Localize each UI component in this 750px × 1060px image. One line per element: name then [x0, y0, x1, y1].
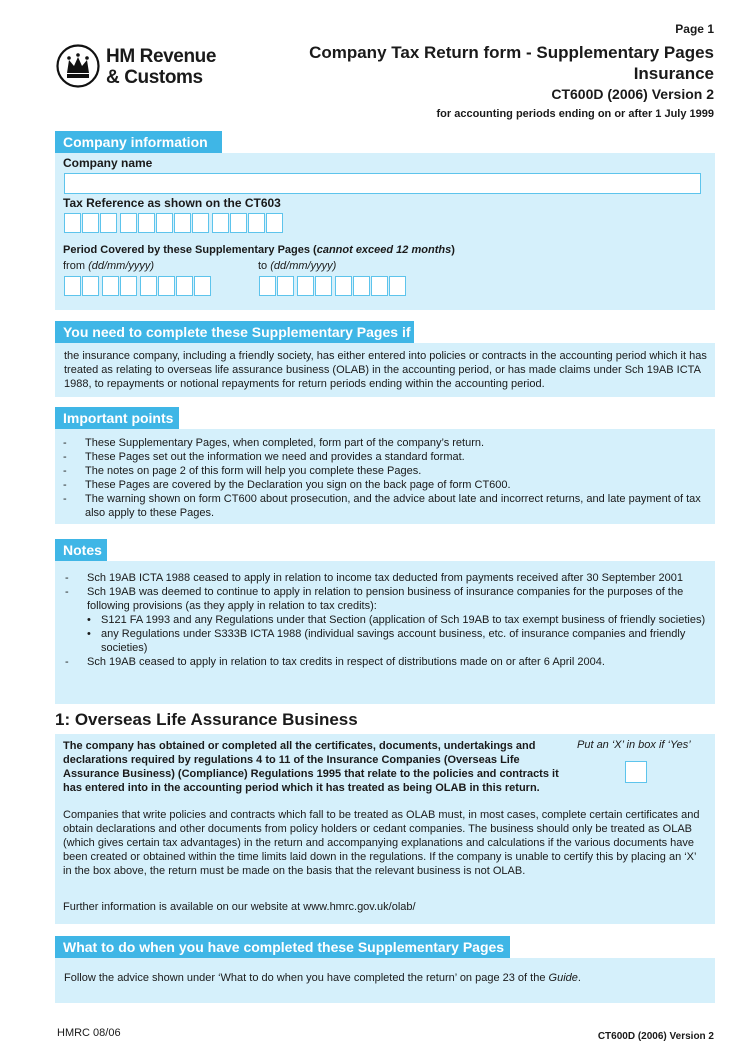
crown-icon [56, 44, 100, 88]
tax-reference-boxes[interactable] [64, 213, 284, 233]
need-to-complete-text: the insurance company, including a friendly society, has either entered into policies or contracts in the accounting period which it has treated as relating to overseas life assurance business (OLAB) in the accounting period, or has made claims under Sch 19AB ICTA 1988, to repayments or notional repayments for return periods ending within the accounting period. [64, 350, 707, 390]
list-item: • S121 FA 1993 and any Regulations under that Section (application of Sch 19AB to tax exempt business of friendly societies) [87, 614, 706, 626]
list-item: - The warning shown on form CT600 about prosecution, and the advice about late and incorrect returns, and late payment of tax also apply to these Pages. [63, 493, 701, 519]
period-note: for accounting periods ending on or after 1 July 1999 [436, 108, 714, 120]
list-item: - Sch 19AB ceased to apply in relation to tax credits in respect of distributions made on or after 6 April 2004. [65, 656, 605, 668]
date-box[interactable] [158, 276, 175, 296]
date-box[interactable] [82, 276, 99, 296]
list-item: - The notes on page 2 of this form will help you complete these Pages. [63, 465, 422, 477]
tax-reference-box[interactable] [138, 213, 155, 233]
section-heading-olab: 1: Overseas Life Assurance Business [55, 710, 358, 729]
need-to-complete-panel [55, 343, 715, 397]
tax-reference-box[interactable] [156, 213, 173, 233]
tax-reference-box[interactable] [64, 213, 81, 233]
page-number: Page 1 [675, 22, 714, 36]
tax-reference-box[interactable] [100, 213, 117, 233]
date-box[interactable] [371, 276, 388, 296]
tax-reference-box[interactable] [230, 213, 247, 233]
olab-statement: The company has obtained or completed all the certificates, documents, undertakings and declarations required by regulations 4 to 11 of the Insurance Companies (Overseas Life Assurance Business) (Compliance) Regulations 1995 that relate to the policies and contracts it has entered into in the accounting period which it has treated as being OLAB in this return. [63, 740, 559, 794]
list-item: - Sch 19AB ICTA 1988 ceased to apply in relation to income tax deducted from payments received after 30 September 2001 [65, 572, 683, 584]
notes-sub-list [87, 613, 711, 655]
tab-important-points: Important points [55, 407, 179, 429]
tax-reference-box[interactable] [120, 213, 137, 233]
important-points-list [63, 436, 711, 520]
tab-what-to-do: What to do when you have completed these Supplementary Pages [55, 936, 510, 958]
tax-reference-box[interactable] [266, 213, 283, 233]
company-information-panel [55, 153, 715, 310]
date-box[interactable] [353, 276, 370, 296]
date-box[interactable] [389, 276, 406, 296]
important-points-panel [55, 429, 715, 524]
list-item: - These Pages set out the information we need and provides a standard format. [63, 451, 465, 463]
date-box[interactable] [120, 276, 137, 296]
company-name-label: Company name [63, 156, 153, 170]
date-box[interactable] [259, 276, 276, 296]
tab-company-information: Company information [55, 131, 222, 153]
what-to-do-panel [55, 958, 715, 1003]
to-label: to (dd/mm/yyyy) [258, 260, 337, 272]
form-title: Company Tax Return form - Supplementary Pages [309, 43, 714, 62]
list-item: - These Supplementary Pages, when completed, form part of the company’s return. [63, 437, 485, 449]
period-covered-label: Period Covered by these Supplementary Pages (cannot exceed 12 months) [63, 244, 455, 256]
olab-further-info: Further information is available on our website at www.hmrc.gov.uk/olab/ [63, 901, 416, 913]
period-to-boxes[interactable] [259, 276, 407, 296]
list-item: - Sch 19AB was deemed to continue to apply in relation to pension business of insurance companies for the purposes of the following provisions (as they apply in relation to tax credits): • S121 FA 1993 and any Regulations under that Section (application of Sch 19AB to tax exempt business of friendly societies) • any Regulations under S333B ICTA 1988 (individual savings account business, etc. of insurance companies and friendly societies) [65, 585, 711, 655]
from-label: from (dd/mm/yyyy) [63, 260, 155, 272]
form-subtitle: Insurance [633, 64, 714, 83]
tax-reference-box[interactable] [174, 213, 191, 233]
tab-notes: Notes [55, 539, 107, 561]
tax-reference-box[interactable] [212, 213, 229, 233]
date-box[interactable] [315, 276, 332, 296]
tax-reference-box[interactable] [248, 213, 265, 233]
list-item: - These Pages are covered by the Declaration you sign on the back page of form CT600. [63, 479, 511, 491]
notes-list [65, 571, 711, 669]
logo-wordmark: HM Revenue & Customs [106, 46, 217, 88]
tax-reference-label: Tax Reference as shown on the CT603 [63, 196, 281, 210]
notes-panel [55, 561, 715, 704]
tax-reference-box[interactable] [192, 213, 209, 233]
footer-form-code: CT600D (2006) Version 2 [597, 1031, 714, 1042]
date-box[interactable] [297, 276, 314, 296]
date-box[interactable] [102, 276, 119, 296]
tax-reference-box[interactable] [82, 213, 99, 233]
olab-explanation: Companies that write policies and contracts which fall to be treated as OLAB must, in most cases, complete certain certificates and obtain declarations and other documents from policy holders or cedant companies. The business should only be treated as OLAB (which gives certain tax advantages) in the return and accompanying explanations and calculations if the various documents have been created or obtained within the time limits laid down in the regulations. If the company is unable to certify this by placing an ‘X’ in the box above, the return must be made on the basis that the relevant business is not OLAB. [63, 809, 700, 877]
footer-form-ref: HMRC 08/06 [57, 1027, 121, 1039]
what-to-do-text: Follow the advice shown under ‘What to do when you have completed the return’ on page 23 of the Guide. [64, 972, 581, 984]
date-box[interactable] [335, 276, 352, 296]
date-box[interactable] [194, 276, 211, 296]
company-name-field[interactable] [64, 173, 701, 194]
tab-need-to-complete: You need to complete these Supplementary Pages if [55, 321, 414, 343]
date-box[interactable] [64, 276, 81, 296]
hmrc-logo [56, 44, 226, 92]
date-box[interactable] [140, 276, 157, 296]
list-item: • any Regulations under S333B ICTA 1988 (individual savings account business, etc. of insurance companies and friendly societies) [87, 628, 686, 654]
form-code: CT600D (2006) Version 2 [551, 86, 714, 102]
date-box[interactable] [277, 276, 294, 296]
period-from-boxes[interactable] [64, 276, 212, 296]
olab-yes-checkbox[interactable] [625, 761, 647, 783]
date-box[interactable] [176, 276, 193, 296]
olab-instruction: Put an ‘X’ in box if ‘Yes’ [577, 739, 691, 751]
